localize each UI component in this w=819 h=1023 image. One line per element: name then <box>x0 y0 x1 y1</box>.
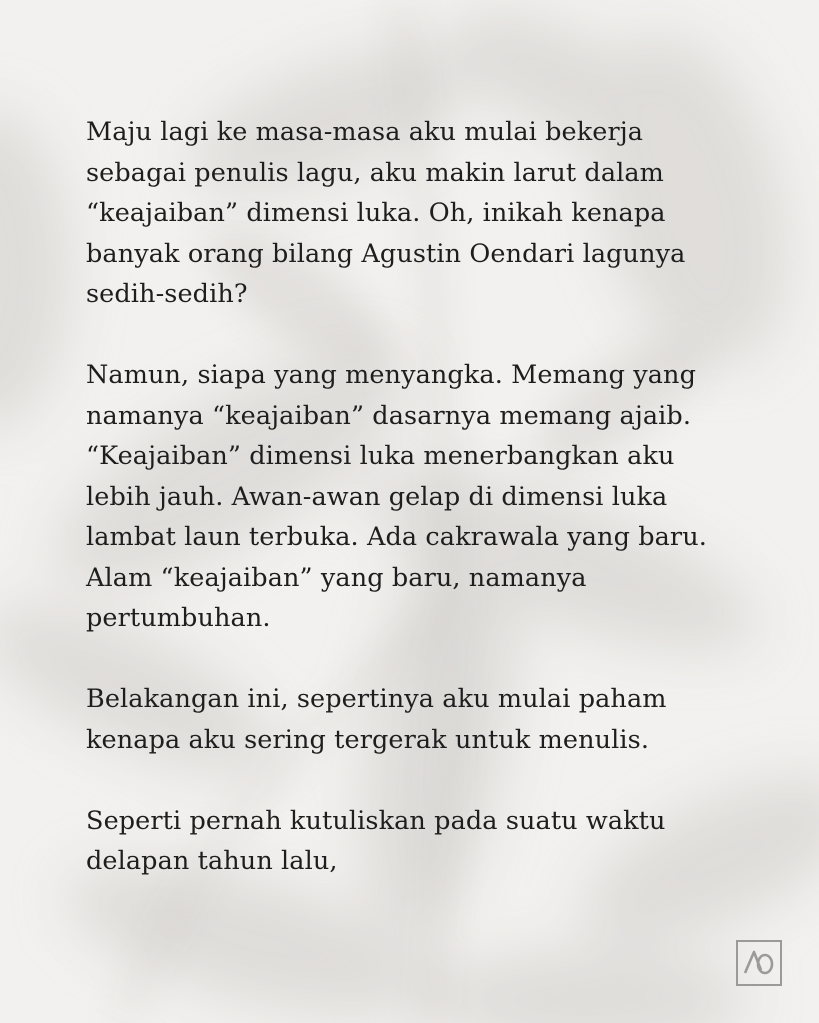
text-line: delapan tahun lalu, <box>86 846 338 876</box>
text-line: banyak orang bilang Agustin Oendari lagunya <box>86 238 686 269</box>
ao-logo <box>736 940 782 986</box>
body-text <box>86 112 766 922</box>
text-line: “Keajaiban” dimensi luka menerbangkan aku <box>86 441 675 471</box>
text-line: pertumbuhan. <box>86 603 271 633</box>
text-line: lebih jauh. Awan-awan gelap di dimensi luka <box>86 481 668 512</box>
paragraph <box>86 679 766 760</box>
text-line: sebagai penulis lagu, aku makin larut dalam <box>86 157 664 188</box>
text-line: lambat laun terbuka. Ada cakrawala yang baru. <box>86 522 707 552</box>
paragraph <box>86 801 766 882</box>
ao-monogram-icon <box>741 945 777 981</box>
text-line: Seperti pernah kutuliskan pada suatu waktu <box>86 805 666 836</box>
paragraph <box>86 112 766 315</box>
text-line: Namun, siapa yang menyangka. Memang yang <box>86 360 696 390</box>
text-line: Alam “keajaiban” yang baru, namanya <box>86 562 587 593</box>
text-line: “keajaiban” dimensi luka. Oh, inikah kenapa <box>86 198 666 228</box>
paragraph <box>86 355 766 639</box>
text-line: namanya “keajaiban” dasarnya memang ajaib. <box>86 400 692 431</box>
text-line: Maju lagi ke masa-masa aku mulai bekerja <box>86 117 644 147</box>
text-line: Belakangan ini, sepertinya aku mulai paham <box>86 684 667 714</box>
text-line: sedih-sedih? <box>86 279 248 309</box>
text-line: kenapa aku sering tergerak untuk menulis. <box>86 724 650 755</box>
